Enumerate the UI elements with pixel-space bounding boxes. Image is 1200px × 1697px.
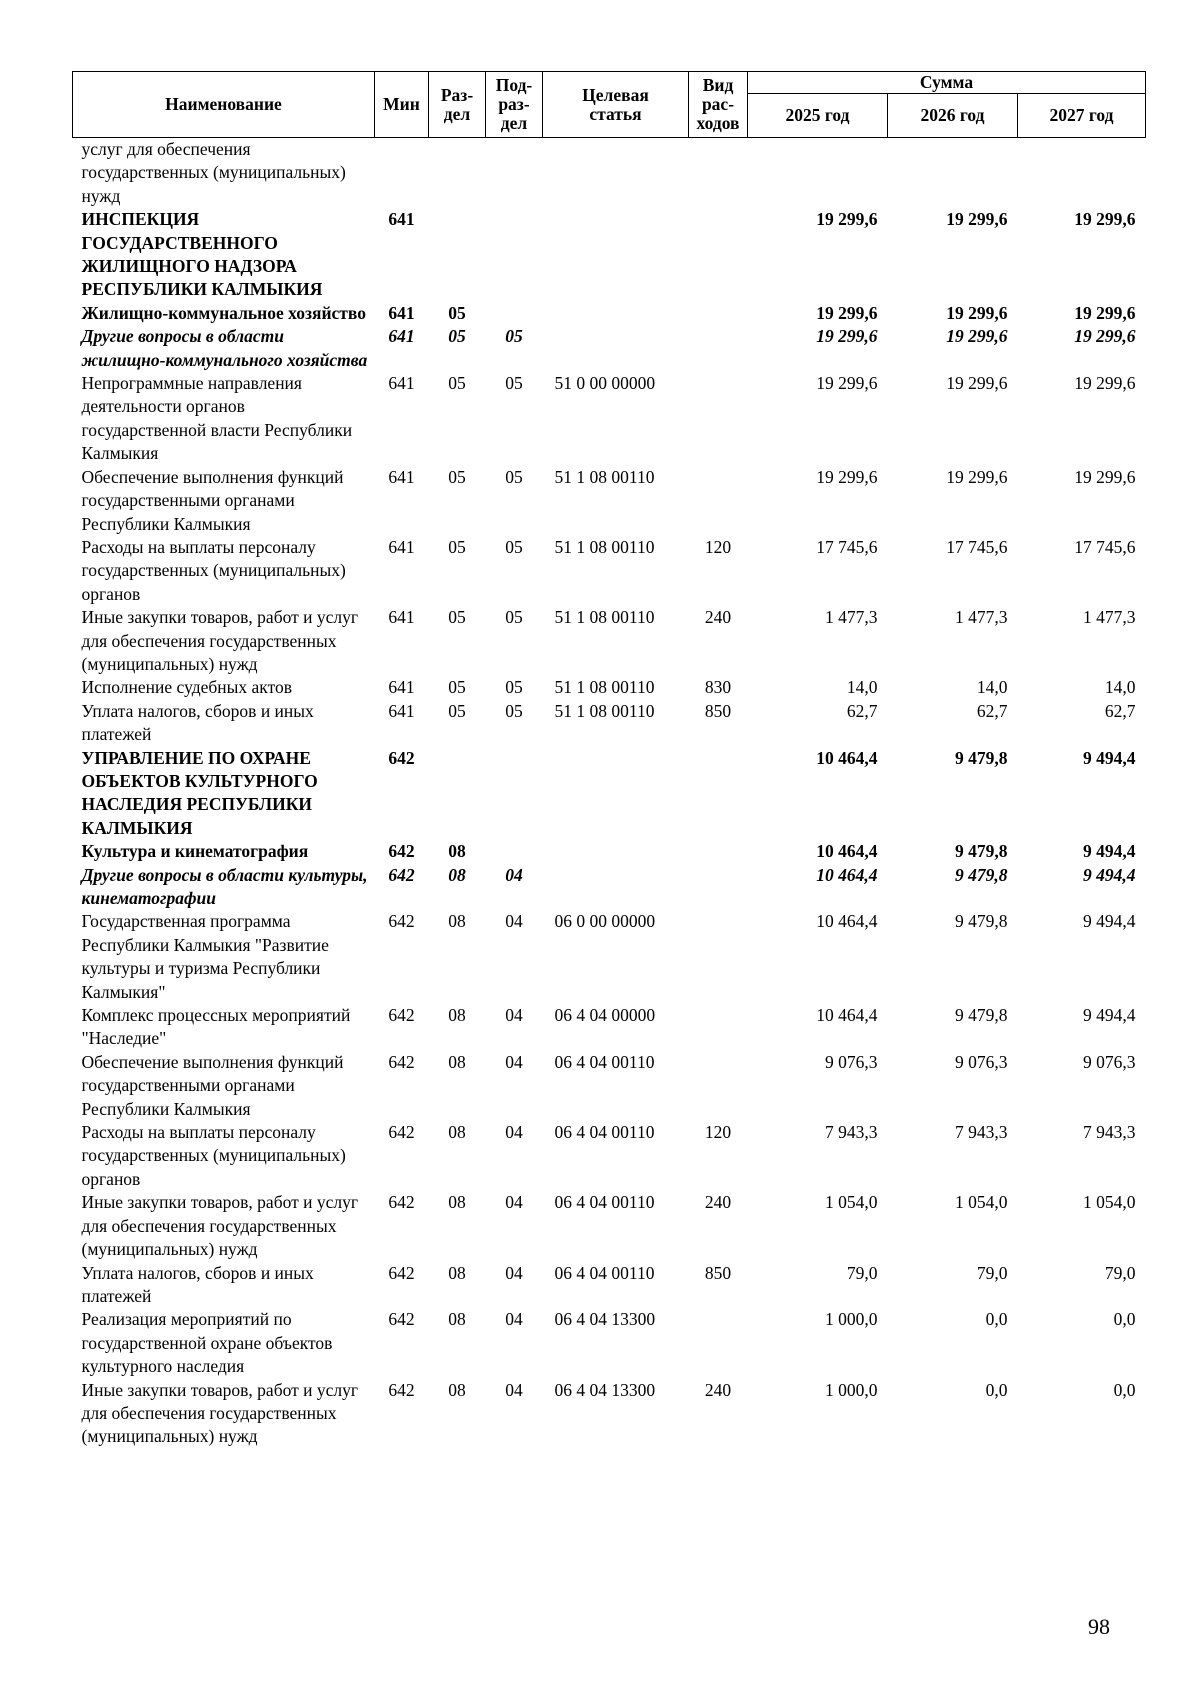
row-vid: 850 — [704, 700, 732, 721]
row-min: 641 — [388, 209, 415, 230]
row-name: ИНСПЕКЦИЯ ГОСУДАРСТВЕННОГО ЖИЛИЩНОГО НАДЗОРА РЕСПУБЛИКИ КАЛМЫКИЯ — [81, 209, 323, 300]
row-amount-2025: 10 464,4 — [816, 864, 878, 885]
row-razdel: 05 — [448, 302, 466, 323]
row-target: 51 1 08 00110 — [554, 607, 655, 628]
row-amount-2026: 79,0 — [976, 1262, 1008, 1283]
row-amount-2025: 19 299,6 — [816, 466, 878, 487]
row-amount-2027: 9 494,4 — [1083, 747, 1136, 768]
table-row — [73, 700, 1146, 747]
row-podrazdel: 05 — [505, 466, 523, 487]
row-target — [543, 747, 689, 841]
row-name: Расходы на выплаты персоналу государственных (муниципальных) органов — [81, 1122, 346, 1189]
row-vid — [689, 302, 748, 325]
row-amount-2025: 10 464,4 — [816, 841, 878, 862]
table-row — [73, 138, 1146, 209]
row-vid — [689, 325, 748, 372]
row-min: 642 — [388, 1309, 415, 1330]
row-podrazdel: 05 — [505, 326, 523, 347]
header-year-2026: 2026 год — [888, 94, 1018, 138]
row-amount-2026: 9 479,8 — [955, 864, 1008, 885]
row-amount-2026: 14,0 — [976, 677, 1008, 698]
row-target — [543, 138, 689, 209]
row-vid: 120 — [704, 536, 732, 557]
row-razdel: 08 — [448, 1122, 466, 1143]
row-amount-2026: 17 745,6 — [946, 536, 1008, 557]
row-vid — [689, 466, 748, 536]
row-amount-2026 — [888, 138, 1018, 209]
row-amount-2026: 19 299,6 — [946, 302, 1008, 323]
row-target: 06 4 04 13300 — [554, 1309, 656, 1330]
row-vid: 120 — [704, 1122, 732, 1143]
row-vid — [689, 138, 748, 209]
row-amount-2027: 0,0 — [1113, 1379, 1136, 1400]
row-amount-2026: 9 479,8 — [955, 911, 1008, 932]
row-name: Иные закупки товаров, работ и услуг для обеспечения государственных (муниципальных) нужд — [81, 607, 359, 674]
row-razdel: 05 — [448, 700, 466, 721]
row-name: Другие вопросы в области жилищно-коммунального хозяйства — [81, 326, 368, 370]
row-amount-2025: 19 299,6 — [816, 302, 878, 323]
table-row — [73, 1308, 1146, 1378]
row-podrazdel — [486, 302, 543, 325]
table-row — [73, 466, 1146, 536]
table-row — [73, 372, 1146, 466]
row-amount-2027: 7 943,3 — [1083, 1122, 1136, 1143]
row-amount-2027: 62,7 — [1104, 700, 1136, 721]
table-row — [73, 1004, 1146, 1051]
row-podrazdel: 04 — [505, 1051, 523, 1072]
row-amount-2026: 9 076,3 — [955, 1051, 1008, 1072]
row-amount-2026: 62,7 — [976, 700, 1008, 721]
row-vid: 240 — [704, 1192, 732, 1213]
row-amount-2025: 9 076,3 — [825, 1051, 878, 1072]
row-amount-2027: 19 299,6 — [1074, 326, 1136, 347]
table-row — [73, 910, 1146, 1004]
row-min: 642 — [388, 1005, 415, 1026]
row-razdel: 08 — [448, 1262, 466, 1283]
row-name: Другие вопросы в области культуры, кинематографии — [81, 864, 368, 908]
row-amount-2026: 0,0 — [985, 1309, 1008, 1330]
row-podrazdel — [486, 208, 543, 302]
page-number: 98 — [1088, 1614, 1110, 1639]
row-target: 06 4 04 00110 — [554, 1262, 655, 1283]
header-podrazdel: Под- раз- дел — [486, 72, 543, 138]
row-target: 51 1 08 00110 — [554, 466, 655, 487]
row-amount-2027: 9 076,3 — [1083, 1051, 1136, 1072]
row-amount-2027: 19 299,6 — [1074, 373, 1136, 394]
row-target — [543, 864, 689, 911]
row-vid: 240 — [704, 1379, 732, 1400]
row-podrazdel — [486, 138, 543, 209]
row-amount-2025: 10 464,4 — [816, 911, 878, 932]
row-vid — [689, 1004, 748, 1051]
row-target: 06 4 04 13300 — [554, 1379, 656, 1400]
table-row — [73, 1121, 1146, 1191]
row-vid — [689, 747, 748, 841]
row-podrazdel: 04 — [505, 1262, 523, 1283]
row-podrazdel: 04 — [505, 1005, 523, 1026]
row-min — [375, 138, 429, 209]
row-podrazdel: 04 — [505, 864, 523, 885]
row-amount-2025: 14,0 — [846, 677, 878, 698]
row-target: 51 1 08 00110 — [554, 677, 655, 698]
row-name: Обеспечение выполнения функций государственными органами Республики Калмыкия — [81, 1051, 344, 1119]
row-min: 641 — [388, 607, 415, 628]
row-razdel — [429, 138, 486, 209]
row-podrazdel: 05 — [505, 607, 523, 628]
row-amount-2026: 7 943,3 — [955, 1122, 1008, 1143]
row-amount-2026: 19 299,6 — [946, 326, 1008, 347]
table-row — [73, 208, 1146, 302]
row-amount-2025: 1 054,0 — [825, 1192, 878, 1213]
header-target: Целевая статья — [543, 72, 689, 138]
row-amount-2027: 0,0 — [1113, 1309, 1136, 1330]
header-year-2025: 2025 год — [748, 94, 888, 138]
row-vid — [689, 910, 748, 1004]
row-podrazdel — [486, 840, 543, 863]
row-amount-2026: 9 479,8 — [955, 1005, 1008, 1026]
table-row — [73, 840, 1146, 863]
row-min: 642 — [388, 841, 415, 862]
row-razdel — [429, 747, 486, 841]
row-amount-2025: 1 000,0 — [825, 1309, 878, 1330]
row-name: Уплата налогов, сборов и иных платежей — [81, 700, 314, 745]
row-vid — [689, 840, 748, 863]
table-row — [73, 606, 1146, 676]
row-name: Комплекс процессных мероприятий "Наследие" — [81, 1005, 351, 1049]
row-target: 06 0 00 00000 — [554, 911, 656, 932]
header-min: Мин — [375, 72, 429, 138]
row-vid — [689, 864, 748, 911]
row-target: 06 4 04 00000 — [554, 1005, 656, 1026]
table-row — [73, 1262, 1146, 1309]
row-podrazdel — [486, 747, 543, 841]
row-razdel: 08 — [448, 911, 466, 932]
row-razdel: 05 — [448, 466, 466, 487]
row-amount-2026: 19 299,6 — [946, 373, 1008, 394]
row-name: Реализация мероприятий по государственной охране объектов культурного наследия — [81, 1309, 333, 1377]
row-podrazdel: 05 — [505, 700, 523, 721]
row-min: 642 — [388, 1192, 415, 1213]
row-amount-2027: 19 299,6 — [1074, 466, 1136, 487]
row-razdel: 08 — [448, 1005, 466, 1026]
row-min: 642 — [388, 1262, 415, 1283]
row-amount-2026: 0,0 — [985, 1379, 1008, 1400]
row-amount-2027: 9 494,4 — [1083, 911, 1136, 932]
row-min: 641 — [388, 466, 415, 487]
row-name: Государственная программа Республики Калмыкия "Развитие культуры и туризма Республики Калмыкия" — [81, 911, 329, 1002]
row-amount-2025: 19 299,6 — [816, 373, 878, 394]
row-min: 641 — [388, 326, 415, 347]
row-amount-2027: 79,0 — [1104, 1262, 1136, 1283]
row-min: 641 — [388, 700, 415, 721]
row-amount-2027: 14,0 — [1104, 677, 1136, 698]
row-podrazdel: 04 — [505, 1122, 523, 1143]
header-vid: Вид рас- ходов — [689, 72, 748, 138]
row-podrazdel: 04 — [505, 1379, 523, 1400]
row-min: 642 — [388, 1051, 415, 1072]
row-podrazdel: 05 — [505, 536, 523, 557]
table-body — [73, 138, 1146, 1449]
row-amount-2027: 9 494,4 — [1083, 1005, 1136, 1026]
row-amount-2027: 19 299,6 — [1074, 302, 1136, 323]
row-name: Иные закупки товаров, работ и услуг для обеспечения государственных (муниципальных) нужд — [81, 1192, 359, 1260]
row-amount-2027: 1 054,0 — [1083, 1192, 1136, 1213]
table-row — [73, 1379, 1146, 1449]
row-vid — [689, 372, 748, 466]
row-amount-2026: 19 299,6 — [946, 466, 1008, 487]
row-amount-2027 — [1018, 138, 1146, 209]
row-razdel: 08 — [448, 841, 466, 862]
row-min: 642 — [388, 1379, 415, 1400]
row-name: Расходы на выплаты персоналу государственных (муниципальных) органов — [81, 536, 346, 604]
row-amount-2025: 62,7 — [846, 700, 878, 721]
row-amount-2027: 9 494,4 — [1083, 864, 1136, 885]
row-target: 51 0 00 00000 — [554, 373, 656, 394]
row-amount-2025: 19 299,6 — [816, 326, 878, 347]
table-row — [73, 1191, 1146, 1261]
row-min: 642 — [388, 911, 415, 932]
header-year-2027: 2027 год — [1018, 94, 1146, 138]
row-name: услуг для обеспечения государственных (муниципальных) нужд — [81, 139, 346, 206]
row-amount-2027: 9 494,4 — [1083, 841, 1136, 862]
row-min: 642 — [388, 747, 415, 768]
header-name: Наименование — [73, 72, 375, 138]
row-name: Иные закупки товаров, работ и услуг для обеспечения государственных (муниципальных) нужд — [81, 1379, 359, 1447]
row-vid — [689, 1051, 748, 1121]
row-min: 642 — [388, 864, 415, 885]
row-razdel — [429, 208, 486, 302]
row-razdel: 05 — [448, 373, 466, 394]
row-vid — [689, 208, 748, 302]
row-min: 641 — [388, 536, 415, 557]
row-razdel: 08 — [448, 864, 466, 885]
row-name: УПРАВЛЕНИЕ ПО ОХРАНЕ ОБЪЕКТОВ КУЛЬТУРНОГО НАСЛЕДИЯ РЕСПУБЛИКИ КАЛМЫКИЯ — [81, 747, 318, 838]
row-razdel: 08 — [448, 1051, 466, 1072]
row-podrazdel: 05 — [505, 373, 523, 394]
row-target — [543, 840, 689, 863]
row-target: 51 1 08 00110 — [554, 536, 655, 557]
table-row — [73, 1051, 1146, 1121]
row-min: 641 — [388, 302, 415, 323]
row-amount-2025: 10 464,4 — [816, 747, 878, 768]
row-target: 51 1 08 00110 — [554, 700, 655, 721]
table-row — [73, 325, 1146, 372]
row-target: 06 4 04 00110 — [554, 1051, 655, 1072]
row-target — [543, 208, 689, 302]
table-row — [73, 676, 1146, 699]
row-razdel: 08 — [448, 1192, 466, 1213]
row-podrazdel: 04 — [505, 911, 523, 932]
row-razdel: 05 — [448, 677, 466, 698]
row-min: 642 — [388, 1122, 415, 1143]
row-amount-2025: 7 943,3 — [825, 1122, 878, 1143]
row-target — [543, 302, 689, 325]
row-amount-2026: 9 479,8 — [955, 747, 1008, 768]
row-amount-2027: 1 477,3 — [1083, 607, 1136, 628]
row-amount-2026: 19 299,6 — [946, 209, 1008, 230]
row-podrazdel: 05 — [505, 677, 523, 698]
row-amount-2027: 17 745,6 — [1074, 536, 1136, 557]
row-name: Жилищно-коммунальное хозяйство — [81, 302, 366, 323]
row-razdel: 08 — [448, 1309, 466, 1330]
row-vid — [689, 1308, 748, 1378]
header-summa: Сумма — [748, 72, 1146, 94]
row-podrazdel: 04 — [505, 1192, 523, 1213]
row-vid: 850 — [704, 1262, 732, 1283]
row-vid: 240 — [704, 607, 732, 628]
row-amount-2026: 1 054,0 — [955, 1192, 1008, 1213]
row-amount-2025: 10 464,4 — [816, 1005, 878, 1026]
row-amount-2025: 1 000,0 — [825, 1379, 878, 1400]
row-amount-2027: 19 299,6 — [1074, 209, 1136, 230]
row-razdel: 05 — [448, 536, 466, 557]
row-amount-2025: 19 299,6 — [816, 209, 878, 230]
row-name: Непрограммные направления деятельности органов государственной власти Республики Калмыкия — [81, 373, 353, 464]
row-name: Обеспечение выполнения функций государственными органами Республики Калмыкия — [81, 466, 344, 534]
row-target: 06 4 04 00110 — [554, 1122, 655, 1143]
row-min: 641 — [388, 677, 415, 698]
row-podrazdel: 04 — [505, 1309, 523, 1330]
row-amount-2025: 1 477,3 — [825, 607, 878, 628]
row-amount-2025: 79,0 — [846, 1262, 878, 1283]
header-razdel: Раз- дел — [429, 72, 486, 138]
row-name: Уплата налогов, сборов и иных платежей — [81, 1262, 314, 1306]
row-amount-2026: 1 477,3 — [955, 607, 1008, 628]
row-name: Культура и кинематография — [81, 841, 309, 862]
table-row — [73, 864, 1146, 911]
table-row — [73, 747, 1146, 841]
table-row — [73, 536, 1146, 606]
row-name: Исполнение судебных актов — [81, 677, 293, 698]
row-target: 06 4 04 00110 — [554, 1192, 655, 1213]
row-amount-2026: 9 479,8 — [955, 841, 1008, 862]
row-target — [543, 325, 689, 372]
row-vid: 830 — [704, 677, 732, 698]
row-razdel: 05 — [448, 607, 466, 628]
row-amount-2025: 17 745,6 — [816, 536, 878, 557]
row-amount-2025 — [748, 138, 888, 209]
row-razdel: 05 — [448, 326, 466, 347]
budget-table — [72, 71, 1146, 1449]
table-row — [73, 302, 1146, 325]
row-razdel: 08 — [448, 1379, 466, 1400]
row-min: 641 — [388, 373, 415, 394]
